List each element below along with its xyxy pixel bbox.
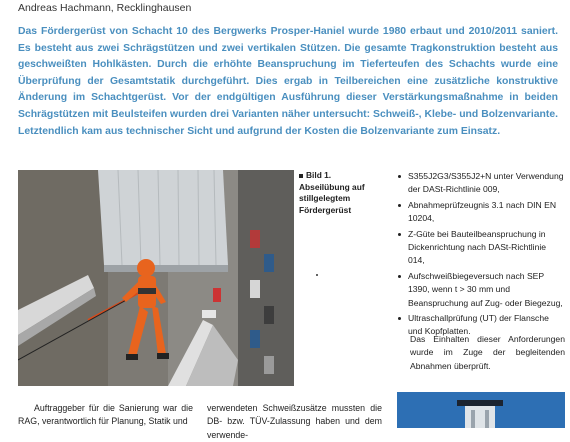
stray-dot [316,274,318,276]
intro-paragraph: Das Fördergerüst von Schacht 10 des Bergwerks Prosper-Haniel wurde 1980 erbaut und 2010/2011 saniert. Es besteht aus zwei Schrägstützen und zwei vertikalen Stützen. Die gesamte Tragkonstruktion besteht aus geschweißten Hohlkästen. Durch die erhöhte Beanspruchung im Tieferteufen des Schachts wurde eine Überprüfung der Gesamtstatik durchgeführt. Dies ergab in Teilbereichen eine zusätzliche konstruktive Änderung im Schachtgerüst. Vor der endgültigen Ausführung dieser Verstärkungsmaßnahme in beiden Schrägstützen mit Beulsteifen wurden drei Varianten näher untersucht: Schweiß-, Klebe- und Bolzenvariante. Letztendlich kam aus technischer Sicht und aufgrund der Kosten die Bolzenvariante zum Einsatz. [18,26,558,137]
caption-square-icon [299,174,303,178]
caption-title: Bild 1. [306,170,332,180]
requirements-list [397,170,565,341]
photo-rope-access-exercise [18,170,294,386]
photo-illustration [18,170,294,386]
list-item: Abnahmeprüfzeugnis 3.1 nach DIN EN 10204, [397,199,565,226]
photo-headframe-sky [397,392,565,428]
body-column-1: Auftraggeber für die Sanierung war die RAG, verantwortlich für Planung, Statik und [18,403,193,427]
caption-text: Abseilübung auf stillgelegtem Fördergerüst [299,181,365,215]
list-item: Z-Güte bei Bauteilbeanspruchung in Dickenrichtung nach DASt-Richtlinie 014, [397,228,565,268]
photo2-illustration [397,392,565,428]
body-column-2: verwendeten Schweißzusätze mussten die DB- bzw. TÜV-Zulassung haben und dem verwende- [207,403,382,440]
list-item: Ultraschallprüfung (UT) der Flansche und Kopfplatten. [397,312,565,339]
list-item: Aufschweißbiegeversuch nach SEP 1390, wenn t > 30 mm und Beanspruchung auf Zug- oder Biegezug, [397,270,565,310]
right-paragraph: Das Einhalten dieser Anforderungen wurde im Zuge der begleitenden Abnahmen überprüft. [410,334,565,371]
figure-caption [299,170,381,216]
list-item: S355J2G3/S355J2+N unter Verwendung der DASt-Richtlinie 009, [397,170,565,197]
author-line: Andreas Hachmann, Recklinghausen [18,2,192,14]
